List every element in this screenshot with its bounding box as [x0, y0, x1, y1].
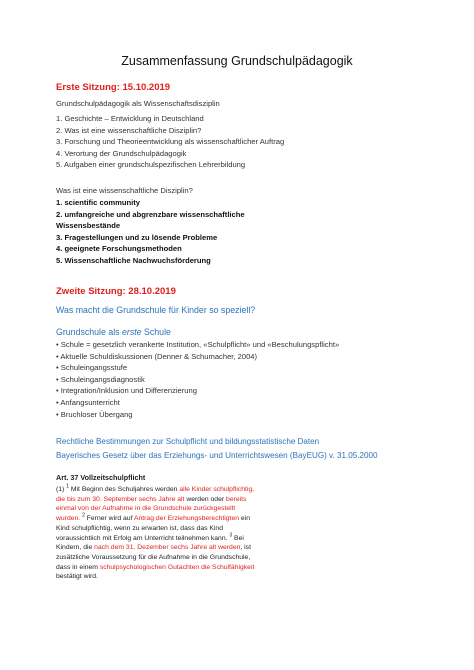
- list-item: • Anfangsunterricht: [56, 397, 120, 407]
- list-item: 4. geeignete Forschungsmethoden: [56, 244, 182, 254]
- list-item: 5. Wissenschaftliche Nachwuchsförderung: [56, 255, 211, 265]
- highlighted-text: bereits: [226, 495, 247, 503]
- law-heading: Rechtliche Bestimmungen zur Schulpflicht und bildungsstatistische Daten: [56, 437, 320, 446]
- excerpt-text: voraussichtlich mit Erfolg am Unterricht teilnehmen kann.: [56, 534, 230, 542]
- list-item: • Schuleingangsdiagnostik: [56, 374, 145, 384]
- list-item: • Aktuelle Schuldiskussionen (Denner & Schumacher, 2004): [56, 351, 258, 361]
- sentence-number: 2: [82, 512, 85, 519]
- excerpt-title: Art. 37 Vollzeitschulpflicht: [56, 473, 146, 482]
- law-excerpt: [56, 473, 356, 582]
- excerpt-line: [56, 514, 356, 524]
- session-2-heading: Zweite Sitzung: 28.10.2019: [56, 286, 176, 297]
- list-item: • Integration/Inklusion und Differenzierung: [56, 386, 197, 396]
- list-item: • Schuleingangsstufe: [56, 363, 128, 373]
- session-2-bullet-list: [56, 339, 339, 420]
- list-item: Wissensbestände: [56, 221, 121, 231]
- list-item: 1. scientific community: [56, 198, 140, 207]
- excerpt-text: Kindern, die: [56, 544, 95, 552]
- list-item: 2. Was ist eine wissenschaftliche Disziplin?: [56, 125, 202, 135]
- highlighted-text: alle Kinder schulpflichtig,: [179, 486, 255, 493]
- subheading-emphasis: erste: [122, 327, 142, 337]
- discipline-question: Was ist eine wissenschaftliche Disziplin?: [56, 186, 193, 195]
- excerpt-line: zusätzliche Voraussetzung für die Aufnahme in die Grundschule,: [56, 553, 251, 561]
- excerpt-line: [56, 543, 356, 553]
- list-item: • Schule = gesetzlich verankerte Institution, «Schulpflicht» und «Beschulungspflicht»: [56, 340, 340, 349]
- excerpt-line: [56, 504, 356, 514]
- subheading-text: Grundschule als: [56, 327, 123, 337]
- sentence-number: 3: [229, 532, 233, 539]
- excerpt-text: ein: [239, 515, 250, 523]
- highlighted-text: schulpsychologischen Gutachten die Schulfähigkeit: [99, 563, 255, 571]
- highlighted-text: die bis zum 30. September sechs Jahre alt: [56, 495, 185, 503]
- excerpt-text: werden oder: [184, 495, 227, 503]
- excerpt-text: (1): [56, 486, 67, 493]
- sentence-number: 1: [66, 483, 69, 490]
- highlighted-text: einmal von der Aufnahme in die Grundschule zurückgestellt: [56, 505, 236, 513]
- excerpt-text: Mit Beginn des Schuljahres werden: [68, 486, 180, 493]
- highlighted-text: wurden.: [56, 515, 81, 523]
- highlighted-text: Antrag der Erziehungsberechtigten: [133, 515, 240, 523]
- list-item: 4. Verortung der Grundschulpädagogik: [56, 148, 187, 158]
- excerpt-line: [56, 495, 356, 505]
- session-1-topic-list: [56, 113, 284, 171]
- excerpt-text: Bei: [232, 534, 244, 542]
- discipline-criteria-list: [56, 197, 245, 267]
- list-item: 3. Fragestellungen und zu lösende Probleme: [56, 232, 218, 242]
- session-2-subheading: [56, 327, 171, 337]
- excerpt-line: bestätigt wird.: [56, 573, 98, 581]
- excerpt-text: dass in einem: [56, 563, 100, 571]
- subheading-text: Schule: [141, 327, 171, 337]
- list-item: 2. umfangreiche und abgrenzbare wissenschaftliche: [56, 209, 245, 219]
- excerpt-line: [56, 485, 356, 495]
- list-item: 1. Geschichte – Entwicklung in Deutschland: [56, 114, 204, 123]
- excerpt-text: Ferner wird auf: [84, 515, 134, 523]
- list-item: 5. Aufgaben einer grundschulspezifischen Lehrerbildung: [56, 160, 246, 170]
- session-1-heading: Erste Sitzung: 15.10.2019: [56, 82, 171, 93]
- list-item: • Bruchloser Übergang: [56, 409, 133, 419]
- excerpt-line: [56, 563, 356, 573]
- session-1-subtitle: Grundschulpädagogik als Wissenschaftsdisziplin: [56, 99, 220, 108]
- list-item: 3. Forschung und Theorieentwicklung als wissenschaftlicher Auftrag: [56, 137, 285, 147]
- session-2-question: Was macht die Grundschule für Kinder so speziell?: [56, 305, 256, 315]
- excerpt-text: , ist: [240, 544, 251, 552]
- highlighted-text: nach dem 31. Dezember sechs Jahre alt werden: [94, 544, 241, 552]
- law-reference: Bayerisches Gesetz über das Erziehungs- und Unterrichtswesen (BayEUG) v. 31.05.2000: [56, 451, 378, 460]
- excerpt-line: Kind schulpflichtig, wenn zu erwarten ist, dass das Kind: [56, 524, 223, 532]
- excerpt-line: [56, 534, 356, 544]
- page-title: Zusammenfassung Grundschulpädagogik: [121, 54, 353, 68]
